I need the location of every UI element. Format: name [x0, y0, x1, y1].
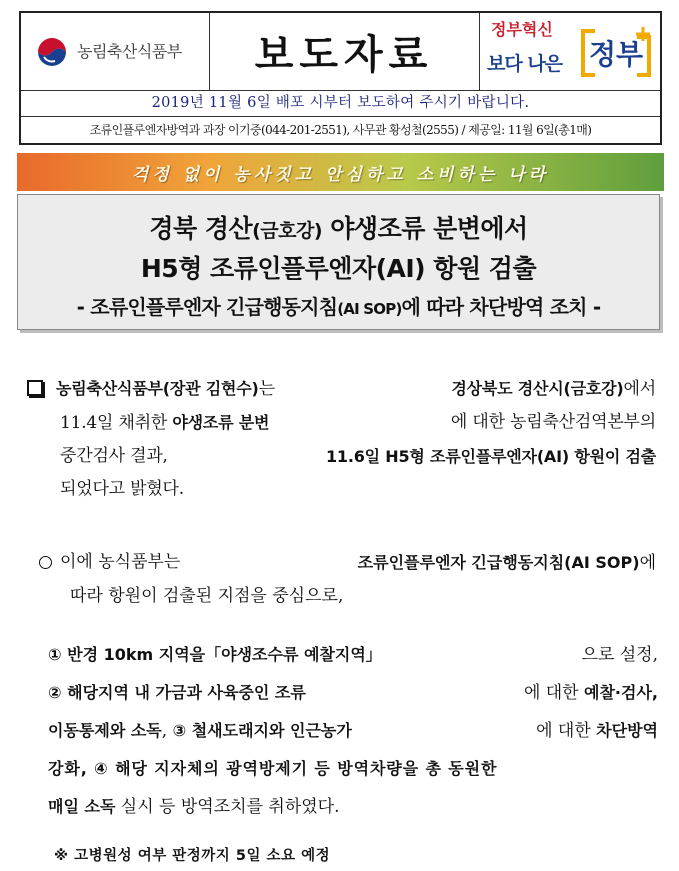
- para2-line-1: [60, 546, 656, 580]
- circle-bullet-icon: [39, 556, 52, 569]
- measure-1: ① 반경 10km 지역을「야생조수류 예찰지역」: [48, 645, 382, 664]
- contact-info: 조류인플루엔자방역과 과장 이기중(044-201-2551), 사무관 황성철(2555) / 제공일: 11월 6일(총1매): [89, 123, 592, 137]
- para3-comma: ,: [161, 721, 173, 741]
- slogan-top-text: 정부혁신: [491, 20, 553, 39]
- subtitle-paren: (AI SOP): [337, 300, 402, 318]
- para3-line-2: [48, 674, 658, 712]
- headline-1-part-a: 경북 경산: [149, 214, 253, 243]
- para1-agency: 에 대한 농림축산검역본부의: [450, 412, 656, 432]
- slogan-banner: [17, 153, 664, 191]
- para1-sample: 야생조류 분변: [172, 413, 270, 432]
- banner-text: 걱정 없이 농사짓고 안심하고 소비하는 나라: [131, 164, 550, 185]
- para1-line-1: [56, 372, 656, 406]
- headline-box: [17, 194, 660, 330]
- headline-line-2: H5형 조류인플루엔자(AI) 항원 검출: [140, 254, 537, 283]
- measure-3-particle: 에 대한: [536, 721, 597, 741]
- para3-line-3: [48, 712, 658, 750]
- distribution-notice: 2019년 11월 6일 배포 시부터 보도하여 주시기 바랍니다.: [151, 95, 530, 111]
- measure-2-action: 예찰·검사,: [584, 683, 658, 702]
- para3-line-1: [48, 636, 658, 674]
- press-title: 보도자료: [254, 32, 434, 78]
- para1-suffix: 에서: [623, 379, 656, 399]
- para2-line-2: 따라 항원이 검출된 지점을 중심으로,: [70, 586, 344, 606]
- subtitle-part-b: 에 따라 차단방역 조치 -: [401, 295, 601, 319]
- para1-line-3: [60, 440, 656, 473]
- ministry-logo-cell: [21, 13, 210, 90]
- para1-line-2: [60, 406, 656, 440]
- slogan-mid-text: 보다 나은: [487, 53, 563, 75]
- slogan-big-text: 정부: [589, 38, 644, 71]
- measure-1-suffix: 으로 설정,: [581, 645, 658, 665]
- press-title-cell: [209, 13, 480, 90]
- para3-closing: 실시 등 방역조치를 취하였다.: [115, 797, 340, 817]
- para1-minister: (장관 김현수): [162, 379, 259, 398]
- para2-particle: 에: [639, 553, 656, 573]
- measure-3: ③ 철새도래지와 인근농가: [172, 721, 352, 740]
- square-bullet-icon: [27, 380, 43, 396]
- measure-2-control: 이동통제와 소독: [48, 721, 162, 740]
- para2-sop: 조류인플루엔자 긴급행동지침(AI SOP): [357, 553, 640, 572]
- header-top-row: [21, 13, 660, 91]
- subtitle-part-a: - 조류인플루엔자 긴급행동지침: [76, 295, 338, 319]
- measures-paragraph: [48, 636, 658, 826]
- government-emblem-icon: [35, 35, 69, 69]
- para1-result: 중간검사 결과,: [60, 446, 168, 466]
- headline-1-paren: (금호강): [252, 220, 323, 242]
- main-paragraph: [56, 372, 656, 506]
- measure-2: ② 해당지역 내 가금과 사육중인 조류: [48, 683, 306, 702]
- measure-4-action: 매일 소독: [48, 797, 116, 816]
- para1-detection: 11.6일 H5형 조류인플루엔자(AI) 항원이 검출: [325, 447, 656, 466]
- ministry-name: 농림축산식품부: [77, 42, 182, 61]
- para2-intro: 이에 농식품부는: [60, 552, 181, 572]
- headline-line-1: [18, 209, 659, 245]
- para3-line-5: [48, 788, 658, 826]
- headline-1-part-b: 야생조류 분변에서: [322, 214, 528, 243]
- contact-row: [21, 116, 660, 145]
- distribution-row: [21, 90, 660, 117]
- headline-subtitle: [18, 291, 659, 320]
- slogan-cell: [479, 13, 662, 90]
- sub-paragraph: [60, 546, 656, 613]
- para1-particle: 는: [258, 379, 275, 399]
- para1-location: 경상북도 경산시(금호강): [451, 379, 624, 398]
- press-header-table: [19, 11, 662, 145]
- para1-line-4: 되었다고 밝혔다.: [60, 479, 184, 499]
- para3-line-4: 강화, ④ 해당 지자체의 광역방제기 등 방역차량을 총 동원한: [48, 759, 498, 778]
- measure-2-particle: 에 대한: [523, 683, 585, 703]
- measure-3-action: 차단방역: [596, 721, 658, 740]
- footnote: ※ 고병원성 여부 판정까지 5일 소요 예정: [54, 848, 331, 864]
- para1-ministry: 농림축산식품부: [56, 379, 163, 398]
- para1-date: 11.4일 채취한: [60, 413, 173, 433]
